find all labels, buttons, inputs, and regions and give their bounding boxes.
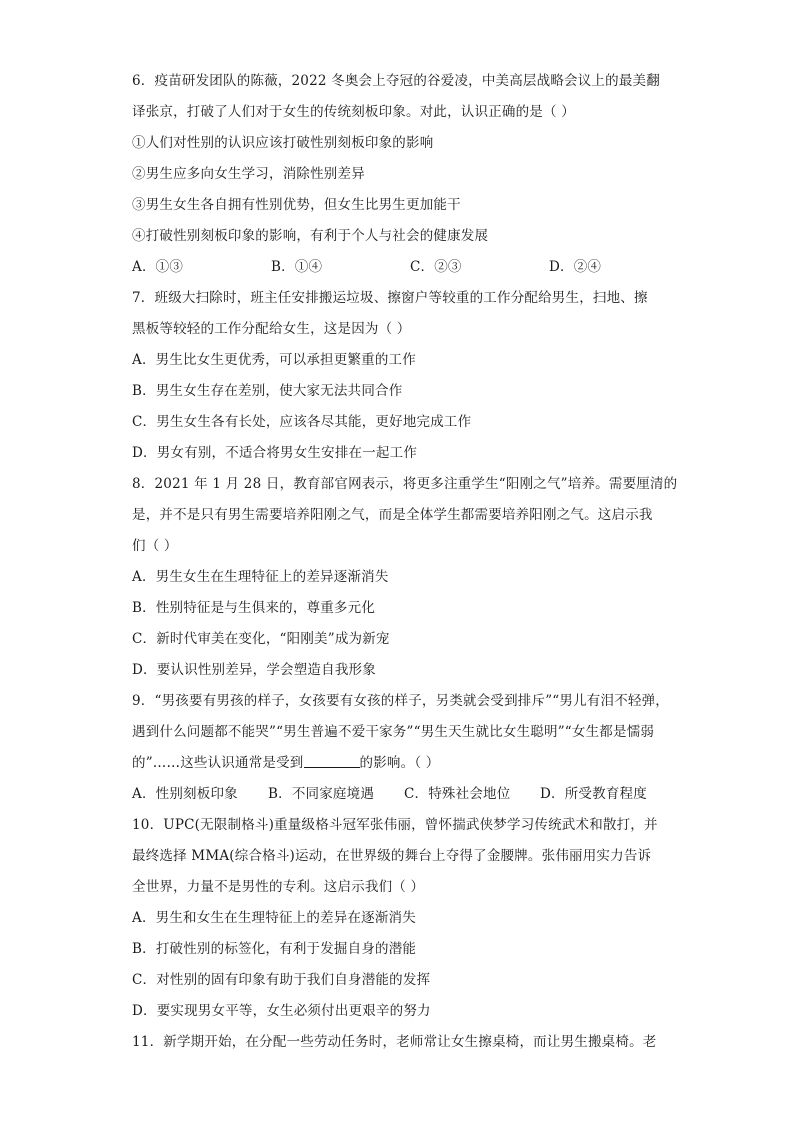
question-stem-line xyxy=(132,748,662,779)
question-stem-line: 全世界，力量不是男性的专利。这启示我们（ ） xyxy=(132,879,425,895)
option-c: C．特殊社会地位 xyxy=(404,786,511,802)
option-a: A．男生比女生更优秀，可以承担更繁重的工作 xyxy=(132,352,416,368)
stem-text: 的”……这些认识通常是受到 xyxy=(132,755,304,771)
question-11 xyxy=(132,1027,662,1058)
question-6 xyxy=(132,66,662,283)
stem-text: 的影响。（ ） xyxy=(359,755,440,771)
question-stem-line: 是，并不是只有男生需要培养阳刚之气，而是全体学生都需要培养阳刚之气。这启示我 xyxy=(132,507,653,523)
answer-options xyxy=(132,252,662,283)
question-stem-line: 9．“男孩要有男孩的样子，女孩要有女孩的样子，另类就会受到排斥”“男儿有泪不轻弹， xyxy=(132,693,669,709)
fill-in-blank xyxy=(304,753,360,768)
statement-3: ③男生女生各自拥有性别优势，但女生比男生更加能干 xyxy=(132,197,461,213)
question-list xyxy=(132,66,678,1058)
question-stem-line: 遇到什么问题都不能哭”“男生普遍不爱干家务”“男生天生就比女生聪明”“女生都是懦弱 xyxy=(132,724,655,740)
statement-4: ④打破性别刻板印象的影响，有利于个人与社会的健康发展 xyxy=(132,228,489,244)
question-stem-line: 11．新学期开始，在分配一些劳动任务时，老师常让女生擦桌椅，而让男生搬桌椅。老 xyxy=(132,1034,657,1050)
option-b: B．①④ xyxy=(271,259,323,275)
option-c: C．对性别的固有印象有助于我们自身潜能的发挥 xyxy=(132,972,431,988)
question-stem-line: 译张京，打破了人们对于女生的传统刻板印象。对此，认识正确的是（ ） xyxy=(132,104,575,120)
question-stem-line: 们（ ） xyxy=(132,538,178,554)
statement-1: ①人们对性别的认识应该打破性别刻板印象的影响 xyxy=(132,135,434,151)
question-stem-line: 7．班级大扫除时，班主任安排搬运垃圾、擦窗户等较重的工作分配给男生，扫地、擦 xyxy=(132,290,648,306)
option-b: B．不同家庭境遇 xyxy=(268,786,375,802)
option-a: A．男生和女生在生理特征上的差异在逐渐消失 xyxy=(132,910,416,926)
answer-options xyxy=(132,779,662,810)
question-stem-line: 8．2021 年 1 月 28 日，教育部官网表示，将更多注重学生“阳刚之气”培养。需要厘清的 xyxy=(132,476,678,492)
option-d: D．②④ xyxy=(549,259,602,275)
question-9 xyxy=(132,686,669,810)
option-b: B．打破性别的标签化，有利于发掘自身的潜能 xyxy=(132,941,417,957)
option-d: D．所受教育程度 xyxy=(540,786,647,802)
question-stem-line: 黑板等较轻的工作分配给女生，这是因为（ ） xyxy=(132,321,411,337)
question-7 xyxy=(132,283,662,469)
option-d: D．男女有别，不适合将男女生安排在一起工作 xyxy=(132,445,418,461)
option-c: C．②③ xyxy=(410,259,462,275)
option-d: D．要认识性别差异，学会塑造自我形象 xyxy=(132,662,376,678)
question-stem-line: 最终选择 MMA(综合格斗)运动，在世界级的舞台上夺得了金腰牌。张伟丽用实力告诉 xyxy=(132,848,652,864)
question-8 xyxy=(132,469,678,686)
option-b: B．性别特征是与生俱来的，尊重多元化 xyxy=(132,600,376,616)
option-b: B．男生女生存在差别，使大家无法共同合作 xyxy=(132,383,403,399)
question-10 xyxy=(132,810,662,1027)
question-stem-line: 6．疫苗研发团队的陈薇，2022 冬奥会上夺冠的谷爱凌，中美高层战略会议上的最美翻 xyxy=(132,73,660,89)
question-stem-line: 10．UPC(无限制格斗)重量级格斗冠军张伟丽，曾怀揣武侠梦学习传统武术和散打，并 xyxy=(132,817,658,833)
option-a: A．男生女生在生理特征上的差异逐渐消失 xyxy=(132,569,389,585)
option-a: A．①③ xyxy=(132,259,184,275)
option-a: A．性别刻板印象 xyxy=(132,786,238,802)
option-c: C．男生女生各有长处，应该各尽其能，更好地完成工作 xyxy=(132,414,472,430)
option-c: C．新时代审美在变化，“阳刚美”成为新宠 xyxy=(132,631,390,647)
statement-2: ②男生应多向女生学习，消除性别差异 xyxy=(132,166,365,182)
option-d: D．要实现男女平等，女生必须付出更艰辛的努力 xyxy=(132,1003,431,1019)
